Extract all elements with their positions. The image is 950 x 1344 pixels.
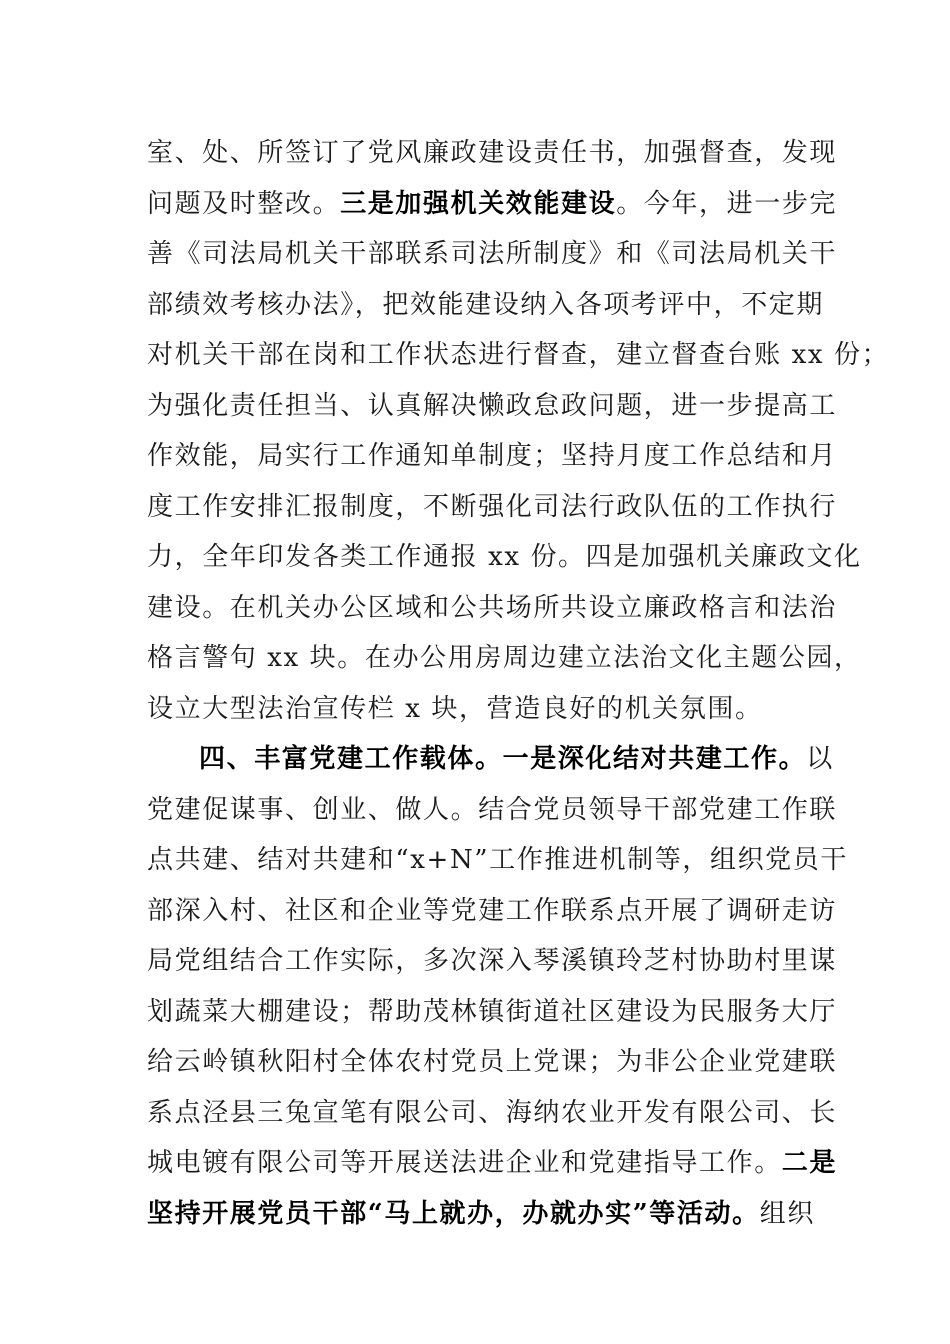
text-line (147, 886, 838, 937)
text-segment: 室、处、所签订了党风廉政建设责任书，加强督查，发现 (147, 138, 838, 168)
text-segment: 设立大型法治宣传栏 x 块，营造良好的机关氛围。 (147, 693, 763, 724)
text-segment: 问题及时整改。 (147, 188, 341, 219)
text-segment: 。今年，进一步完 (616, 188, 838, 219)
text-line (147, 532, 862, 583)
text-line (147, 128, 838, 179)
bold-text-segment: 坚持开展党员干部“马上就办，办就办实”等活动。 (147, 1198, 760, 1229)
body-text (147, 128, 890, 1239)
text-line (147, 987, 838, 1038)
text-segment: 格言警句 xx 块。在办公用房周边建立法治文化主题公园， (147, 643, 862, 673)
text-segment: 组织 (759, 1198, 815, 1229)
text-line (147, 684, 807, 735)
text-line (147, 583, 838, 634)
text-line (147, 1037, 838, 1088)
text-line (147, 633, 862, 684)
text-line (147, 785, 838, 836)
text-segment: 城电镀有限公司等开展送法进企业和党建指导工作。 (147, 1148, 782, 1178)
text-segment: 对机关干部在岗和工作状态进行督查，建立督查台账 xx 份； (147, 340, 890, 370)
text-line (147, 734, 834, 785)
text-line (147, 431, 838, 482)
text-line (147, 229, 838, 280)
text-segment: 作效能，局实行工作通知单制度；坚持月度工作总结和月 (147, 441, 838, 471)
text-line (147, 1088, 838, 1139)
text-segment: 部绩效考核办法》，把效能建设纳入各项考评中，不定期 (147, 289, 825, 320)
bold-text-segment: 二是 (781, 1148, 838, 1178)
text-line (147, 330, 890, 381)
text-segment: 建设。在机关办公区域和公共场所共设立廉政格言和法治 (147, 592, 838, 623)
bold-text-segment: 三是加强机关效能建设 (340, 188, 617, 219)
text-segment: 部深入村、社区和企业等党建工作联系点开展了调研走访 (147, 895, 838, 926)
text-line (147, 1138, 838, 1189)
text-segment: 为强化责任担当、认真解决懒政怠政问题，进一步提高工 (147, 390, 838, 421)
text-line (147, 1189, 815, 1240)
bold-text-segment: 四、丰富党建工作载体。一是深化结对共建工作。 (199, 744, 807, 774)
text-segment: 给云岭镇秋阳村全体农村党员上党课；为非公企业党建联 (147, 1047, 838, 1077)
text-segment: 点共建、结对共建和“x+N”工作推进机制等，组织党员干 (147, 845, 848, 875)
text-segment: 以 (806, 744, 834, 774)
text-segment: 善《司法局机关干部联系司法所制度》和《司法局机关干 (147, 239, 838, 269)
text-segment: 系点泾县三兔宣笔有限公司、海纳农业开发有限公司、长 (147, 1097, 838, 1128)
text-line (147, 482, 838, 533)
text-segment: 力，全年印发各类工作通报 xx 份。四是加强机关廉政文化 (147, 542, 862, 572)
text-segment: 度工作安排汇报制度，不断强化司法行政队伍的工作执行 (147, 491, 838, 522)
text-line (147, 381, 838, 432)
text-line (147, 179, 838, 230)
text-line (147, 280, 825, 331)
text-segment: 党建促谋事、创业、做人。结合党员领导干部党建工作联 (147, 794, 838, 825)
text-line (147, 936, 838, 987)
text-line (147, 835, 848, 886)
text-segment: 划蔬菜大棚建设；帮助茂林镇街道社区建设为民服务大厅 (147, 996, 838, 1027)
text-segment: 局党组结合工作实际，多次深入琴溪镇玲芝村协助村里谋 (147, 946, 838, 976)
